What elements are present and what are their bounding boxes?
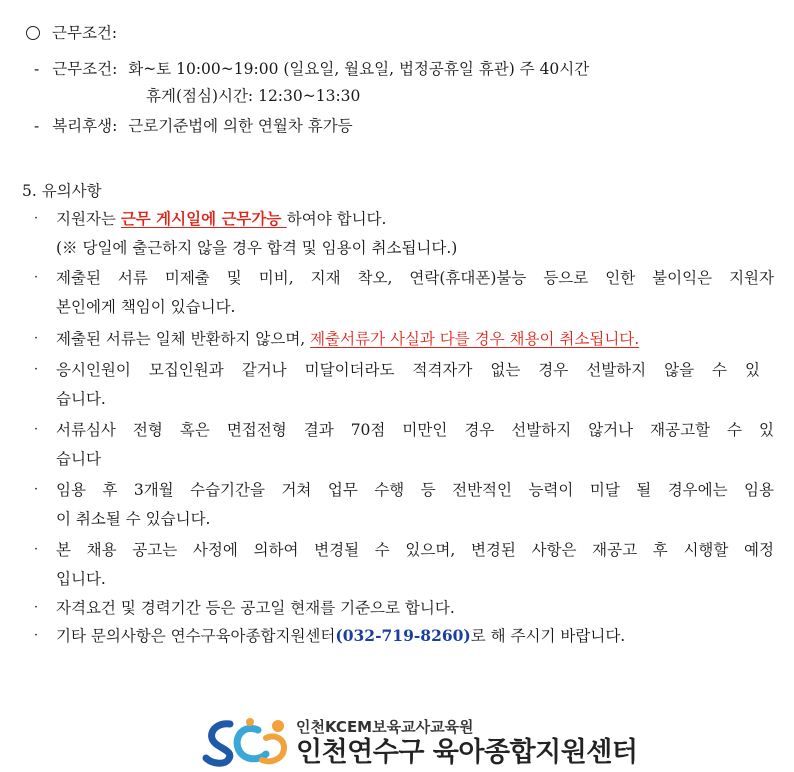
circle-bullet-icon <box>26 26 40 40</box>
note-5-cont: 습니다 <box>56 450 101 468</box>
notes-heading: 5. 유의사항 <box>22 182 102 200</box>
note-5: 서류심사 전형 혹은 면접전형 결과 70점 미만인 경우 선발하지 않거나 재공고할 수 있 <box>56 421 774 439</box>
bullet-icon: · <box>34 600 39 615</box>
note-1-highlight: 근무 게시일에 근무가능 <box>120 209 287 228</box>
footer-title: 인천연수구 육아종합지원센터 <box>296 737 638 768</box>
phone-number: (032-719-8260) <box>335 626 471 645</box>
break-time: 휴게(점심)시간: 12:30~13:30 <box>146 87 361 105</box>
footer-subtitle: 인천KCEM보육교사교육원 <box>296 718 474 736</box>
note-6-cont: 이 취소될 수 있습니다. <box>56 510 211 528</box>
note-3-a: 제출된 서류는 일체 반환하지 않으며, <box>56 330 311 348</box>
welfare-text: 근로기준법에 의한 연월차 휴가등 <box>128 117 353 135</box>
note-6: 임용 후 3개월 수습기간을 거쳐 업무 수행 등 전반적인 능력이 미달 될 경우에는 임용 <box>56 481 774 499</box>
welfare-label: 복리후생: <box>52 117 118 135</box>
note-1-c: 하여야 합니다. <box>286 210 387 228</box>
bullet-icon: · <box>34 482 39 497</box>
note-4: 응시인원이 모집인원과 같거나 미달이더라도 적격자가 없는 경우 선발하지 않을 수 있 <box>56 361 760 379</box>
bullet-icon: · <box>34 422 39 437</box>
note-9-c: 로 해 주시기 바랍니다. <box>470 627 626 645</box>
note-7: 본 채용 공고는 사정에 의하여 변경될 수 있으며, 변경된 사항은 재공고 후 시행할 예정 <box>56 541 774 559</box>
note-3 <box>56 329 639 349</box>
center-logo-icon <box>200 714 292 768</box>
dash: - <box>34 60 40 78</box>
note-3-highlight: 제출서류가 사실과 다를 경우 채용이 취소됩니다. <box>310 330 640 348</box>
note-4-cont: 습니다. <box>56 390 106 408</box>
note-2: 제출된 서류 미제출 및 미비, 지재 착오, 연락(휴대폰)불능 등으로 인한 불이익은 지원자 <box>56 269 774 287</box>
note-1-a: 지원자는 <box>56 210 121 228</box>
work-text: 화~토 10:00~19:00 (일요일, 월요일, 법정공휴일 휴관) 주 40시간 <box>128 60 590 78</box>
bullet-icon: · <box>34 542 39 557</box>
note-1-sub: (※ 당일에 출근하지 않을 경우 합격 및 임용이 취소됩니다.) <box>56 239 458 257</box>
note-8: 자격요건 및 경력기간 등은 공고일 현재를 기준으로 합니다. <box>56 599 455 617</box>
work-label: 근무조건: <box>52 60 118 78</box>
bullet-icon: · <box>34 331 39 346</box>
dash: - <box>34 117 40 135</box>
bullet-icon: · <box>34 362 39 377</box>
work-item-1 <box>34 59 589 79</box>
bullet-icon: · <box>34 270 39 285</box>
note-7-cont: 입니다. <box>56 570 106 588</box>
note-2-cont: 본인에게 책임이 있습니다. <box>56 298 236 316</box>
work-heading: 근무조건: <box>52 24 118 42</box>
note-9-a: 기타 문의사항은 연수구육아종합지원센터 <box>56 627 336 645</box>
note-1 <box>56 209 386 229</box>
work-item-3 <box>34 116 353 136</box>
bullet-icon: · <box>34 628 39 643</box>
note-9 <box>56 626 625 646</box>
bullet-icon: · <box>34 211 39 226</box>
